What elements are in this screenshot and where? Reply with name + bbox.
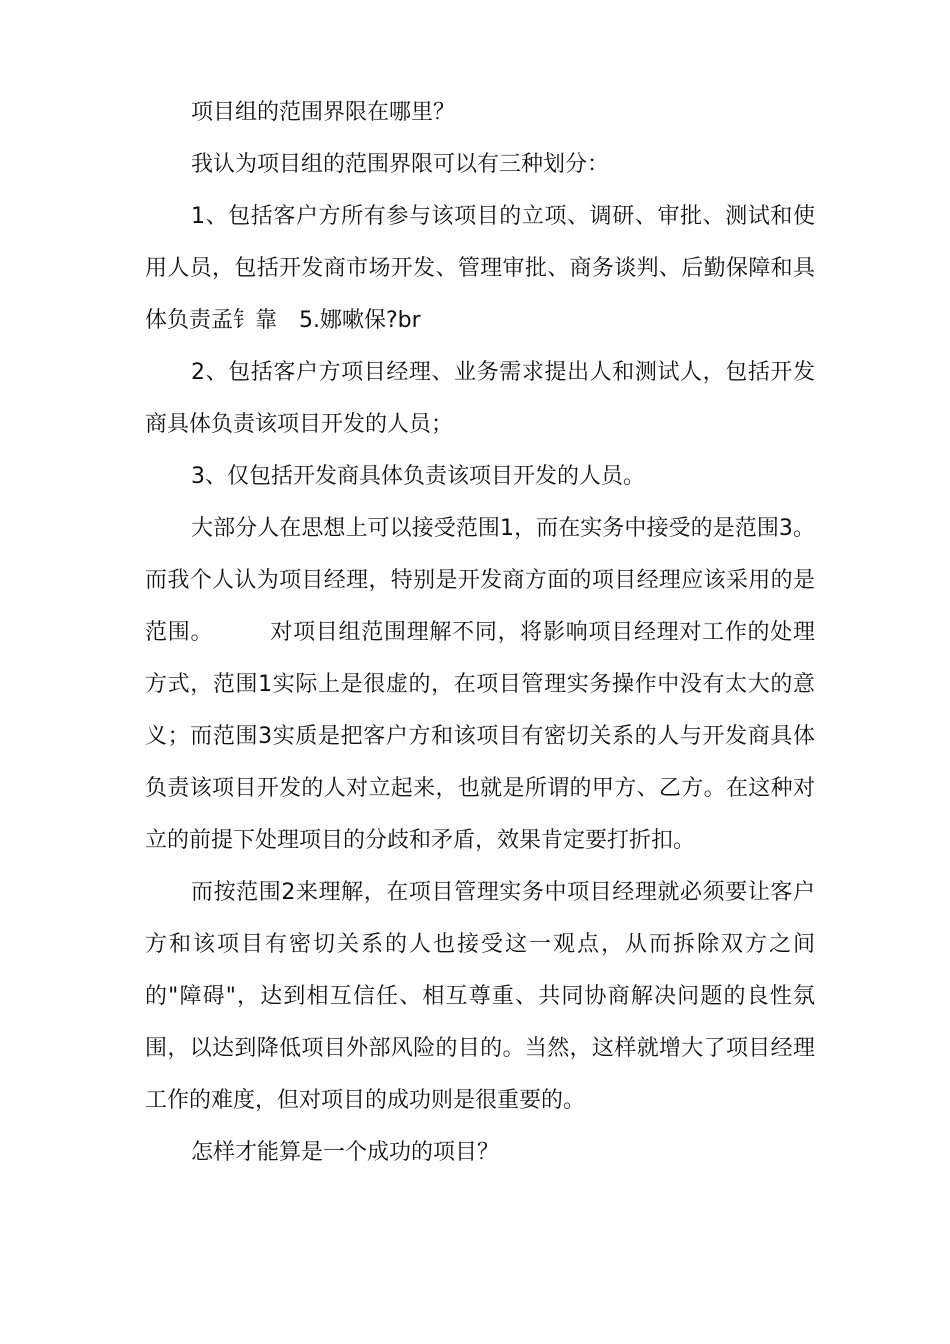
paragraph-scope-3: 3、仅包括开发商具体负责该项目开发的人员。: [191, 464, 645, 489]
paragraph-analysis: 大部分人在思想上可以接受范围1，而在实务中接受的是范围3。而我个人认为项目经理，特别是开发商方面的项目经理应该采用的是范围。 对项目组范围理解不同，将影响项目经理对工作的处理方式，范围1实际上是很虚的，在项目管理实务操作中没有太大的意义；而范围3实质是把客户方和该项目有密切关系的人与开发商具体负责该项目开发的人对立起来，也就是所谓的甲方、乙方。在这种对立的前提下处理项目的分歧和矛盾，效果肯定要打折扣。: [145, 516, 815, 853]
paragraph-scope-2: 2、包括客户方项目经理、业务需求提出人和测试人，包括开发商具体负责该项目开发的人员；: [145, 360, 815, 437]
document-body: [145, 87, 815, 1179]
paragraph-scope-1: 1、包括客户方所有参与该项目的立项、调研、审批、测试和使用人员，包括开发商市场开发、管理审批、商务谈判、后勤保障和具体负责孟钅靠 5.娜嗽保?br: [145, 204, 815, 333]
paragraph-intro: 我认为项目组的范围界限可以有三种划分：: [191, 152, 610, 177]
paragraph-heading-success: 怎样才能算是一个成功的项目？: [191, 1140, 500, 1165]
paragraph-heading-scope: 项目组的范围界限在哪里？: [191, 100, 456, 125]
paragraph-scope-2-benefit: 而按范围2来理解，在项目管理实务中项目经理就必须要让客户方和该项目有密切关系的人也接受这一观点，从而拆除双方之间的"障碍"，达到相互信任、相互尊重、共同协商解决问题的良性氛围，以达到降低项目外部风险的目的。当然，这样就增大了项目经理工作的难度，但对项目的成功则是很重要的。: [145, 880, 815, 1113]
